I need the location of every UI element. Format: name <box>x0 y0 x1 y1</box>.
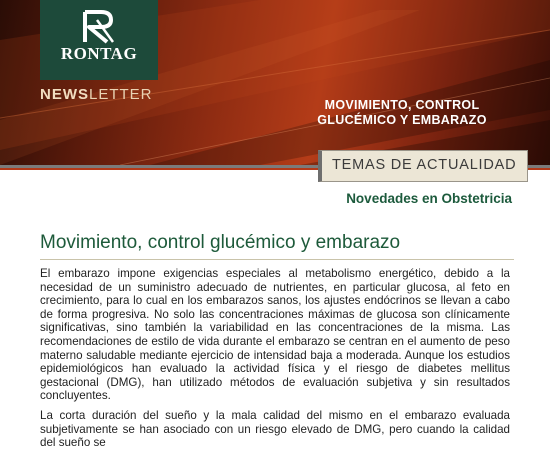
paragraph: La corta duración del sueño y la mala calidad del mismo en el embarazo evaluada subjetivamente se han asociado con un riesgo elevado de DMG, pero cuando la calidad del sueño se <box>40 408 510 450</box>
category-tag-label: TEMAS DE ACTUALIDAD <box>332 157 517 173</box>
title-rule <box>40 259 514 260</box>
paragraph: El embarazo impone exigencias especiales al metabolismo energético, debido a la necesidad de un suministro adecuado de nutrientes, en particular glucosa, al feto en crecimiento, para lo cual en los embarazos sanos, los ajustes endócrinos se llevan a cabo de forma progresiva. No solo las concentraciones máximas de glucosa son clínicamente significativas, sino también la variabilidad en las concentraciones de la misma. Las recomendaciones de estilo de vida durante el embarazo se centran en el aumento de peso materno saludable mediante ejercicio de intensidad baja a moderada. Aunque los estudios epidemiológicos han evaluado la actividad física y el riesgo de diabetes mellitus gestacional (DMG), han utilizado métodos de evaluación subjetiva y sin resultados concluyentes. <box>40 267 510 403</box>
hero-title-line1: MOVIMIENTO, CONTROL <box>324 98 480 112</box>
newsletter-bold: NEWS <box>40 86 89 103</box>
hero-banner <box>0 0 550 165</box>
category-tag <box>318 150 528 182</box>
brand-logo <box>40 0 158 80</box>
section-heading: Novedades en Obstetricia <box>346 191 512 206</box>
article-title: Movimiento, control glucémico y embarazo <box>40 232 401 253</box>
rontag-monogram-icon <box>77 10 121 44</box>
newsletter-label <box>40 86 153 103</box>
hero-title-line2: GLUCÉMICO Y EMBARAZO <box>317 113 487 127</box>
article-body <box>40 267 510 456</box>
logo-wordmark: RONTAG <box>60 44 138 63</box>
newsletter-light: LETTER <box>89 86 153 103</box>
hero-title <box>292 98 512 128</box>
